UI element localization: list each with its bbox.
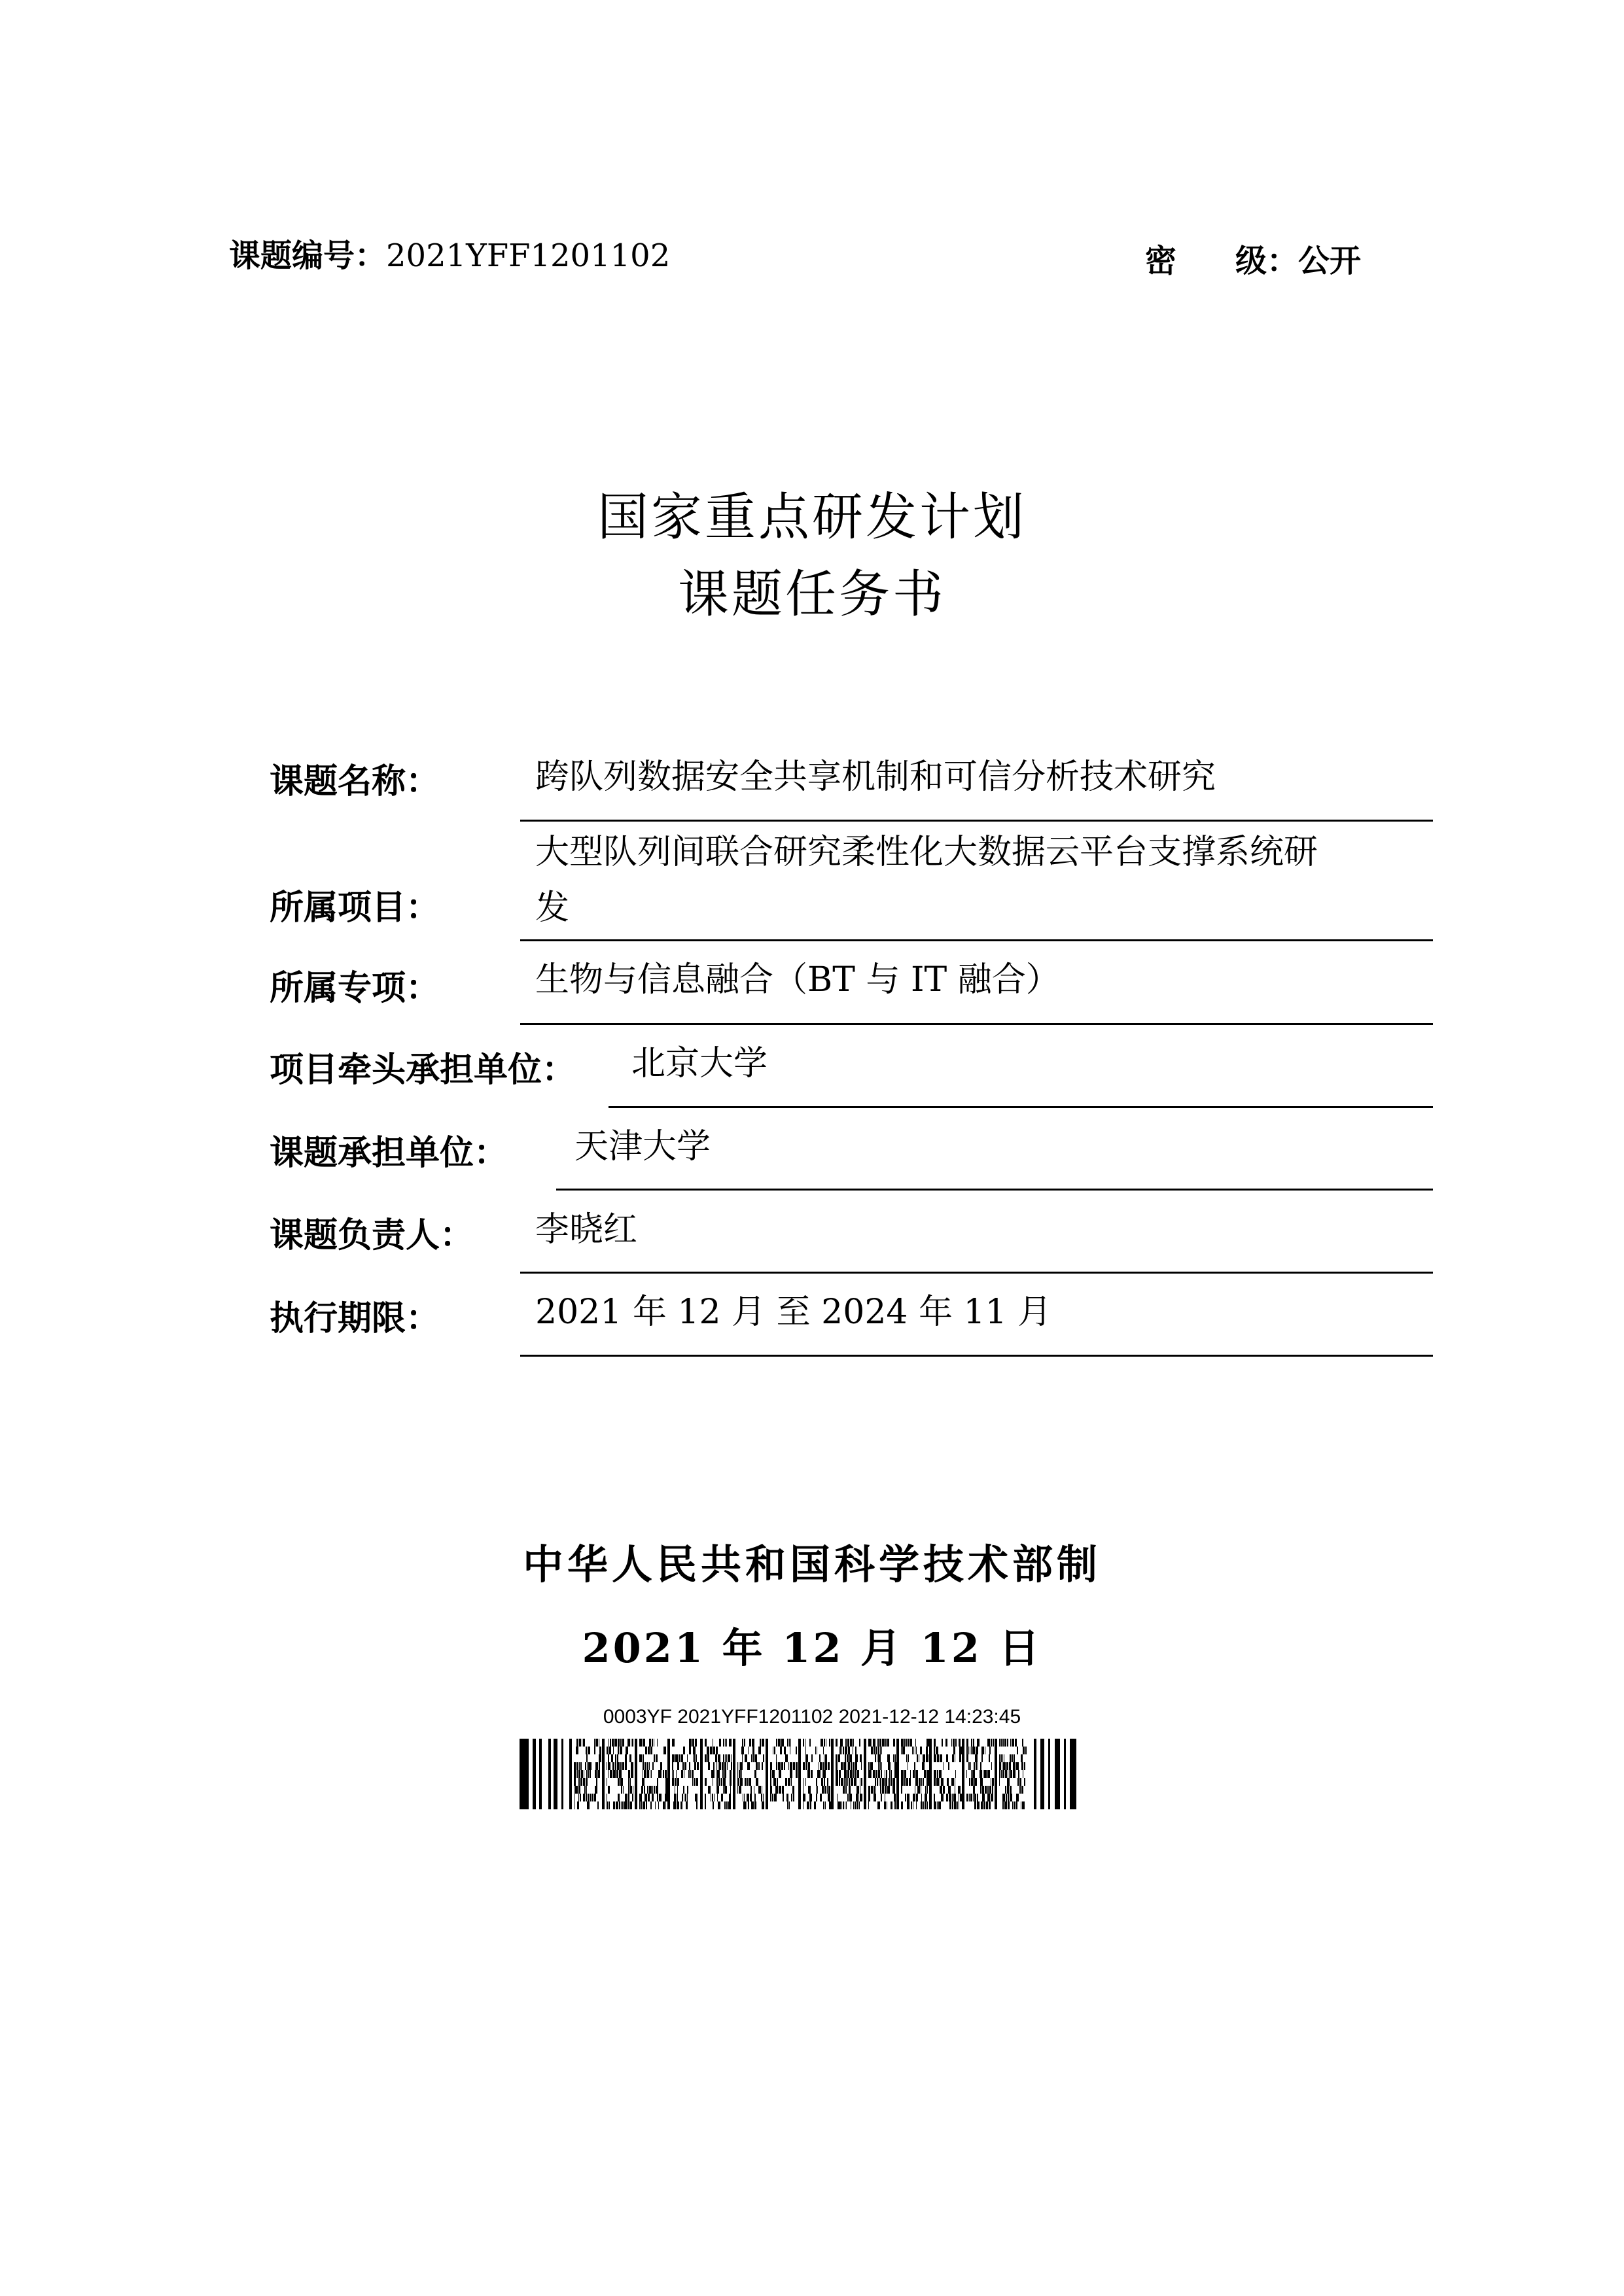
document-title-line1: 国家重点研发计划	[597, 488, 1027, 547]
project-code-value: 2021YFF1201102	[386, 237, 671, 274]
project-value-line2: 发	[535, 888, 570, 928]
lead-unit-label: 项目牵头承担单位：	[270, 1051, 576, 1090]
leader-value: 李晓红	[535, 1210, 638, 1249]
issuing-organization: 中华人民共和国科学技术部制	[522, 1540, 1101, 1588]
project-value-line1: 大型队列间联合研究柔性化大数据云平台支撑系统研	[535, 833, 1318, 872]
period-label: 执行期限：	[270, 1299, 440, 1338]
topic-name-value: 跨队列数据安全共享机制和可信分析技术研究	[535, 757, 1216, 797]
topic-unit-underline	[556, 1189, 1433, 1191]
secrecy-level	[1145, 235, 1361, 281]
project-code-label: 课题编号：	[229, 237, 387, 274]
project-code	[229, 230, 670, 275]
project-label: 所属项目：	[270, 888, 440, 928]
leader-underline	[520, 1272, 1433, 1274]
period-underline	[520, 1355, 1433, 1357]
special-program-underline	[520, 1023, 1433, 1025]
secrecy-label-1: 密	[1145, 243, 1177, 279]
topic-name-underline	[520, 820, 1433, 822]
topic-name-label: 课题名称：	[270, 762, 440, 801]
leader-label: 课题负责人：	[270, 1216, 474, 1255]
period-value: 2021 年 12 月 至 2024 年 11 月	[535, 1293, 1052, 1332]
topic-unit-value: 天津大学	[574, 1127, 711, 1166]
special-program-label: 所属专项：	[270, 969, 440, 1008]
lead-unit-value: 北京大学	[631, 1044, 768, 1083]
topic-unit-label: 课题承担单位：	[270, 1134, 508, 1173]
barcode-text: 0003YF 2021YFF1201102 2021-12-12 14:23:45	[603, 1706, 1021, 1728]
barcode-graphic	[517, 1739, 1080, 1809]
document-title-line2: 课题任务书	[677, 565, 946, 624]
special-program-value: 生物与信息融合（BT 与 IT 融合）	[535, 960, 1060, 1000]
lead-unit-underline	[609, 1106, 1433, 1108]
project-underline	[520, 939, 1433, 941]
secrecy-value: 公开	[1298, 243, 1362, 279]
secrecy-label-2: 级：	[1235, 243, 1299, 279]
issue-date: 2021 年 12 月 12 日	[582, 1624, 1042, 1672]
